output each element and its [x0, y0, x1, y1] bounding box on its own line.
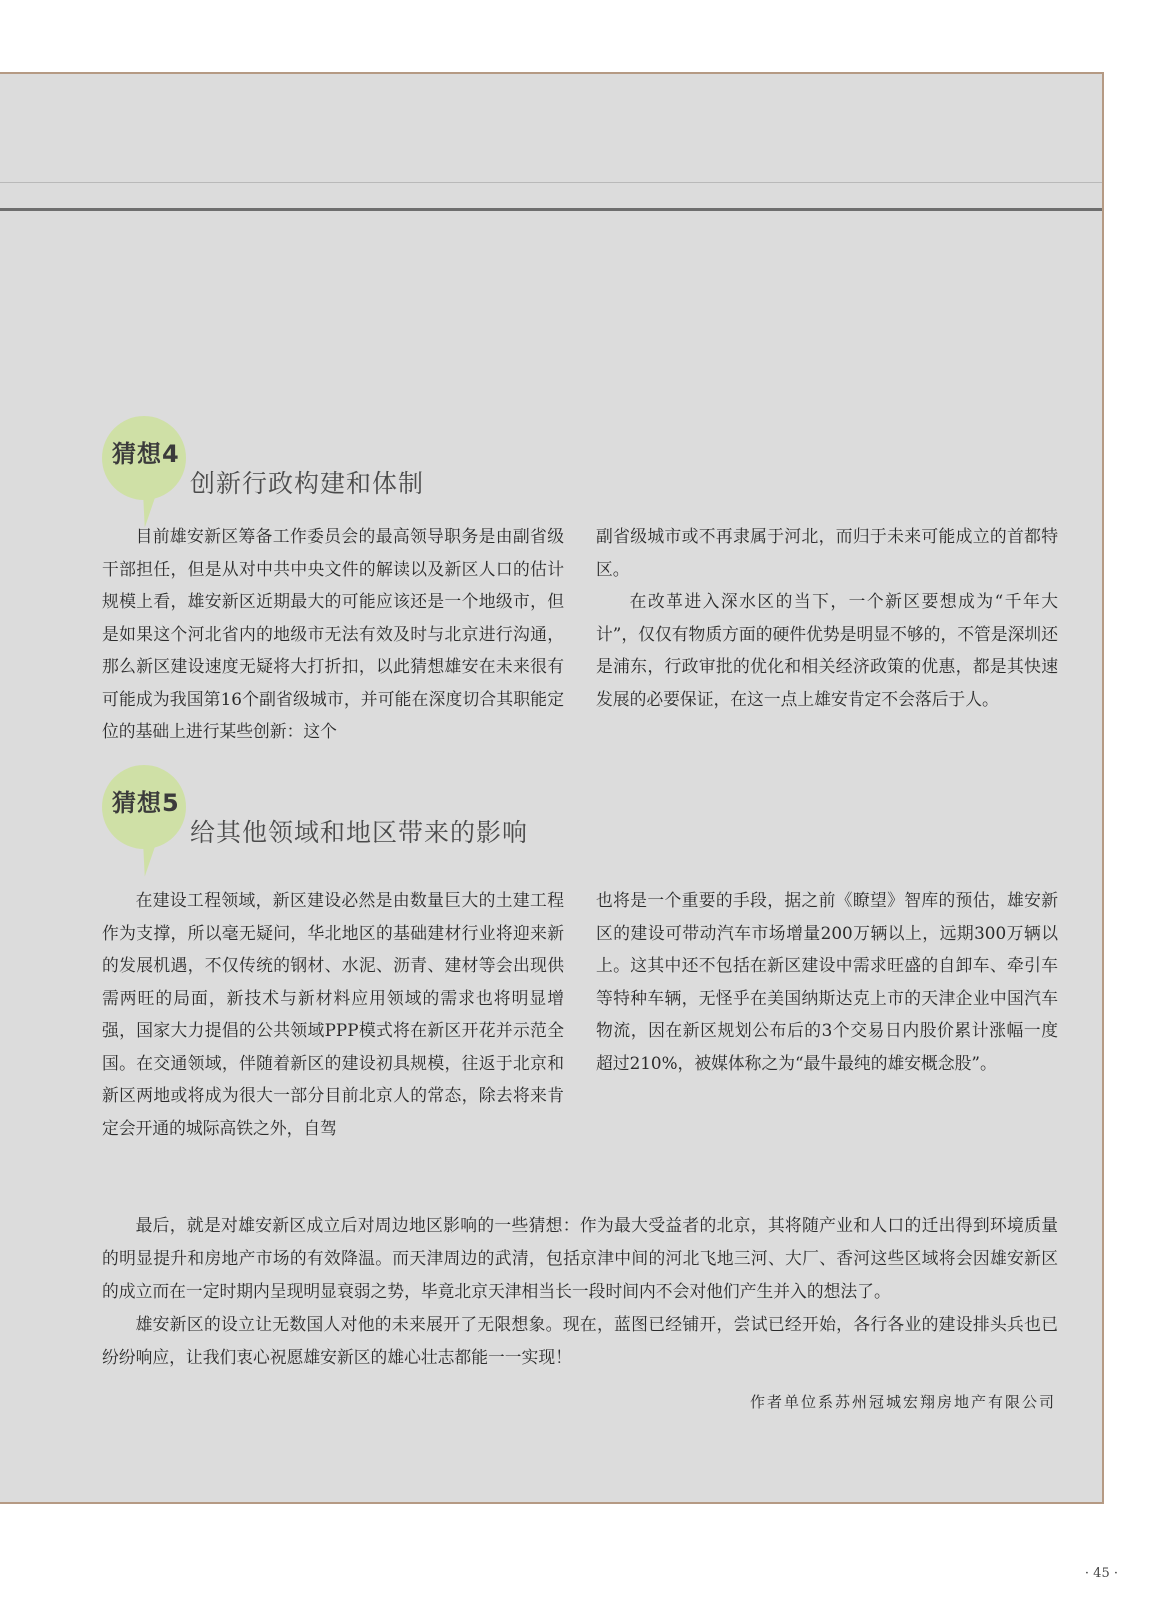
section-4-header [102, 416, 802, 526]
paragraph: 雄安新区的设立让无数国人对他的未来展开了无限想象。现在，蓝图已经铺开，尝试已经开始，各行各业的建设排头兵也已纷纷响应，让我们衷心祝愿雄安新区的雄心壮志都能一一实现！ [102, 1314, 1058, 1367]
paragraph: 目前雄安新区筹备工作委员会的最高领导职务是由副省级干部担任，但是从对中共中央文件的解读以及新区人口的估计规模上看，雄安新区近期最大的可能应该还是一个地级市，但是如果这个河北省内的地级市无法有效及时与北京进行沟通，那么新区建设速度无疑将大打折扣，以此猜想雄安在未来很有可能成为我国第16个副省级城市，并可能在深度切合其职能定位的基础上进行某些创新：这个 [102, 526, 564, 741]
section-5-left-column [102, 884, 564, 1144]
section-5-header [102, 765, 802, 875]
section-4-right-column [596, 520, 1058, 715]
section-5-badge: 猜想5 [112, 789, 180, 817]
paragraph: 也将是一个重要的手段，据之前《瞭望》智库的预估，雄安新区的建设可带动汽车市场增量200万辆以上，远期300万辆以上。这其中还不包括在新区建设中需求旺盛的自卸车、牵引车等特种车辆，无怪乎在美国纳斯达克上市的天津企业中国汽车物流，因在新区规划公布后的3个交易日内股价累计涨幅一度超过210%，被媒体称之为“最牛最纯的雄安概念股”。 [596, 890, 1058, 1073]
paragraph: 在建设工程领域，新区建设必然是由数量巨大的土建工程作为支撑，所以毫无疑问，华北地区的基础建材行业将迎来新的发展机遇，不仅传统的钢材、水泥、沥青、建材等会出现供需两旺的局面，新技术与新材料应用领域的需求也将明显增强，国家大力提倡的公共领域PPP模式将在新区开花并示范全国。在交通领域，伴随着新区的建设初具规模，往返于北京和新区两地或将成为很大一部分目前北京人的常态，除去将来肯定会开通的城际高铁之外，自驾 [102, 890, 564, 1138]
page-number: · 45 · [1084, 1566, 1118, 1581]
author-affiliation: 作者单位系苏州冠城宏翔房地产有限公司 [749, 1393, 1056, 1411]
header-divider-thick [0, 208, 1102, 211]
paragraph: 最后，就是对雄安新区成立后对周边地区影响的一些猜想：作为最大受益者的北京，其将随产业和人口的迁出得到环境质量的明显提升和房地产市场的有效降温。而天津周边的武清，包括京津中间的河北飞地三河、大厂、香河这些区域将会因雄安新区的成立而在一定时期内呈现明显衰弱之势，毕竟北京天津相当长一段时间内不会对他们产生并入的想法了。 [102, 1215, 1058, 1301]
paragraph: 副省级城市或不再隶属于河北，而归于未来可能成立的首都特区。 [596, 526, 1058, 579]
section-4-badge: 猜想4 [112, 440, 180, 468]
section-4-title: 创新行政构建和体制 [190, 469, 425, 498]
paragraph: 在改革进入深水区的当下，一个新区要想成为“千年大计”，仅仅有物质方面的硬件优势是明显不够的，不管是深圳还是浦东，行政审批的优化和相关经济政策的优惠，都是其快速发展的必要保证，在这一点上雄安肯定不会落后于人。 [596, 591, 1058, 709]
section-5-right-column [596, 884, 1058, 1079]
section-4-left-column [102, 520, 564, 748]
closing-text [102, 1209, 1058, 1374]
header-divider-thin [0, 182, 1102, 183]
section-5-title: 给其他领域和地区带来的影响 [190, 818, 529, 847]
